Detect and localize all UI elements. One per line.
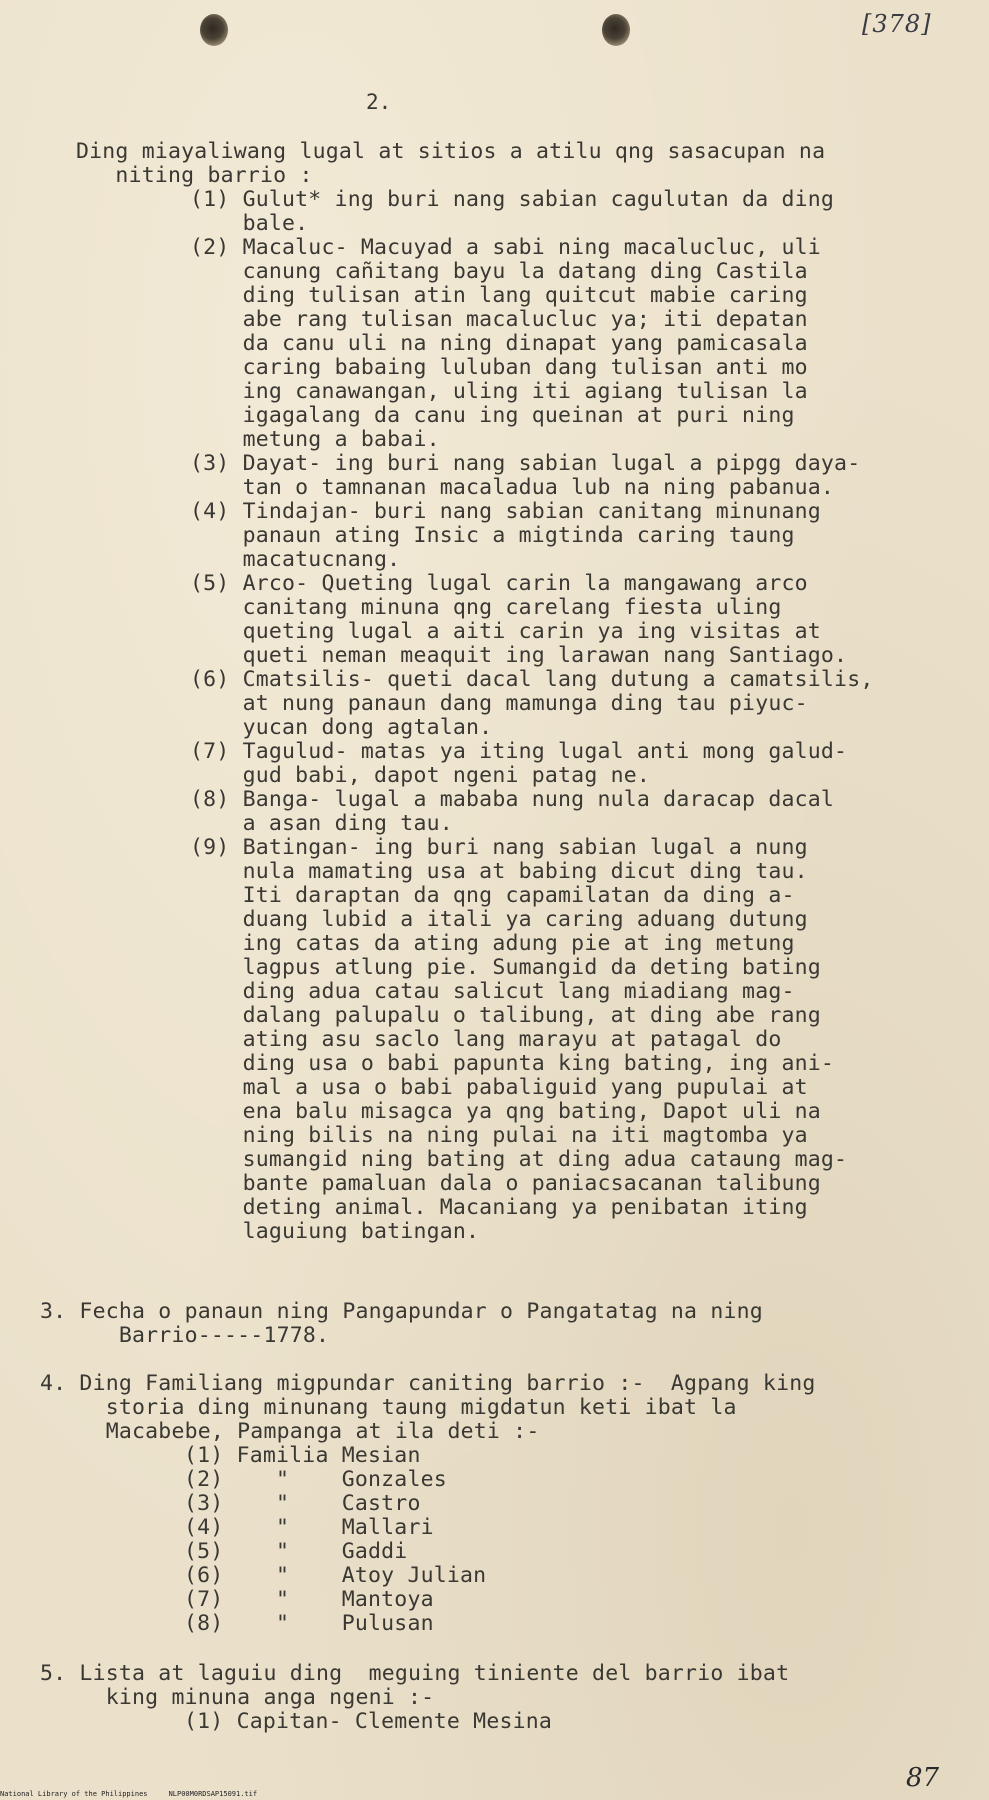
place-line: metung a babai. xyxy=(190,427,440,452)
tinientes-intro-line: king minuna anga ngeni :- xyxy=(40,1685,435,1710)
family-item: (6) " Atoy Julian xyxy=(184,1563,487,1588)
place-line: mal a usa o babi pabaliguid yang pupulai at xyxy=(190,1075,808,1100)
place-line: at nung panaun dang mamunga ding tau piyuc- xyxy=(190,691,808,716)
place-line: ing catas da ating adung pie at ing metung xyxy=(190,931,795,956)
family-item: (3) " Castro xyxy=(184,1491,421,1516)
place-line: macatucnang. xyxy=(190,547,401,572)
place-line: ning bilis na ning pulai na iti magtomba ya xyxy=(190,1123,808,1148)
place-line: laguiung batingan. xyxy=(190,1219,480,1244)
family-item: (2) " Gonzales xyxy=(184,1467,447,1492)
place-line: (7) Tagulud- matas ya iting lugal anti mong galud- xyxy=(190,739,848,764)
place-line: (1) Gulut* ing buri nang sabian cagulutan da ding xyxy=(190,187,835,212)
page-number: 2. xyxy=(366,90,392,114)
place-line: (3) Dayat- ing buri nang sabian lugal a pipgg daya- xyxy=(190,451,861,476)
place-line: bante pamaluan dala o paniacsacanan talibung xyxy=(190,1171,821,1196)
handwritten-page-mark: 87 xyxy=(906,1763,940,1793)
place-line: lagpus atlung pie. Sumangid da deting bating xyxy=(190,955,821,980)
family-item: (7) " Mantoya xyxy=(184,1587,434,1612)
place-line: panaun ating Insic a migtinda caring taung xyxy=(190,523,795,548)
place-line: (9) Batingan- ing buri nang sabian lugal a nung xyxy=(190,835,808,860)
family-item: (4) " Mallari xyxy=(184,1515,434,1540)
scan-footer: National Library of the Philippines NLP00M0RDSAP15091.tif xyxy=(0,1790,258,1798)
archive-stamp: [378] xyxy=(862,10,932,38)
tinientes-intro-line: 5. Lista at laguiu ding meguing tiniente del barrio ibat xyxy=(40,1661,790,1686)
families-intro-line: Macabebe, Pampanga at ila deti :- xyxy=(40,1419,540,1444)
place-line: canitang minuna qng carelang fiesta uling xyxy=(190,595,782,620)
intro-line: Ding miayaliwang lugal at sitios a atilu qng sasacupan na xyxy=(76,139,826,164)
place-line: da canu uli na ning dinapat yang pamicasala xyxy=(190,331,808,356)
families-intro-line: storia ding minunang taung migdatun keti ibat la xyxy=(40,1395,737,1420)
place-line: dalang palupalu o talibung, at ding abe rang xyxy=(190,1003,821,1028)
place-line: nula mamating usa at babing dicut ding tau. xyxy=(190,859,808,884)
founding-line: Barrio-----1778. xyxy=(40,1323,330,1348)
intro-line: niting barrio : xyxy=(76,163,313,188)
family-item: (8) " Pulusan xyxy=(184,1611,434,1636)
place-line: bale. xyxy=(190,211,309,236)
place-line: (8) Banga- lugal a mababa nung nula daracap dacal xyxy=(190,787,835,812)
place-line: Iti daraptan da qng capamilatan da ding a- xyxy=(190,883,795,908)
families-intro-line: 4. Ding Familiang migpundar caniting barrio :- Agpang king xyxy=(40,1371,816,1396)
founding-line: 3. Fecha o panaun ning Pangapundar o Pangatatag na ning xyxy=(40,1299,763,1324)
place-line: tan o tamnanan macaladua lub na ning pabanua. xyxy=(190,475,835,500)
place-line: canung cañitang bayu la datang ding Castila xyxy=(190,259,808,284)
punch-hole-right xyxy=(602,14,630,46)
place-line: igagalang da canu ing queinan at puri ning xyxy=(190,403,795,428)
place-line: ding adua catau salicut lang miadiang mag- xyxy=(190,979,795,1004)
place-line: ing canawangan, uling iti agiang tulisan la xyxy=(190,379,808,404)
place-line: (2) Macaluc- Macuyad a sabi ning macalucluc, uli xyxy=(190,235,821,260)
place-line: caring babaing luluban dang tulisan anti mo xyxy=(190,355,808,380)
place-line: ding tulisan atin lang quitcut mabie caring xyxy=(190,283,808,308)
family-item: (1) Familia Mesian xyxy=(184,1443,421,1468)
place-line: a asan ding tau. xyxy=(190,811,453,836)
place-line: ena balu misagca ya qng bating, Dapot uli na xyxy=(190,1099,821,1124)
place-line: (4) Tindajan- buri nang sabian canitang minunang xyxy=(190,499,821,524)
place-line: deting animal. Macaniang ya penibatan iting xyxy=(190,1195,808,1220)
place-line: gud babi, dapot ngeni patag ne. xyxy=(190,763,651,788)
place-line: ating asu saclo lang marayu at patagal do xyxy=(190,1027,782,1052)
place-line: sumangid ning bating at ding adua cataung mag- xyxy=(190,1147,848,1172)
place-line: abe rang tulisan macalucluc ya; iti depatan xyxy=(190,307,808,332)
family-item: (5) " Gaddi xyxy=(184,1539,408,1564)
tiniente-item: (1) Capitan- Clemente Mesina xyxy=(184,1709,553,1734)
place-line: duang lubid a itali ya caring aduang dutung xyxy=(190,907,808,932)
place-line: yucan dong agtalan. xyxy=(190,715,493,740)
place-line: queti neman meaquit ing larawan nang Santiago. xyxy=(190,643,848,668)
place-line: queting lugal a aiti carin ya ing visitas at xyxy=(190,619,821,644)
place-line: (5) Arco- Queting lugal carin la mangawang arco xyxy=(190,571,808,596)
place-line: ding usa o babi papunta king bating, ing ani- xyxy=(190,1051,835,1076)
place-line: (6) Cmatsilis- queti dacal lang dutung a camatsilis, xyxy=(190,667,874,692)
punch-hole-left xyxy=(200,14,228,46)
